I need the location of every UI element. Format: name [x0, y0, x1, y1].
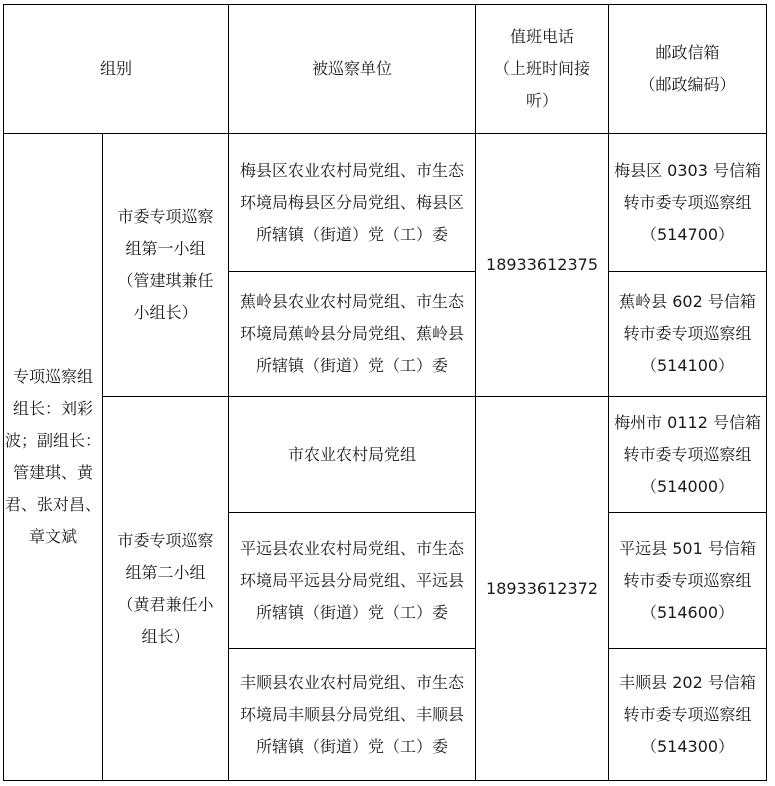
leader-cell: [4, 134, 103, 781]
phone-cell: [476, 397, 609, 781]
header-phone-line: （上班时间接: [494, 59, 591, 78]
group-name-line: 组第一小组: [125, 239, 206, 258]
leader-line: 君、张对昌、: [4, 495, 101, 514]
group-name-line: 市委专项巡察: [117, 530, 214, 550]
table-row: [4, 397, 767, 513]
leader-line: 管建琪、黄: [12, 463, 93, 482]
phone-cell: [476, 134, 609, 397]
postal-line: 转市委专项巡察组: [623, 444, 752, 464]
postal-line: 梅州市 0112 号信箱: [614, 412, 761, 432]
unit-line: 环境局蕉岭县分局党组、蕉岭县: [240, 324, 465, 343]
unit-line: 所辖镇（街道）党（工）委: [256, 356, 449, 375]
leader-line: 组长：刘彩: [12, 399, 93, 418]
postal-cell: [609, 134, 767, 272]
header-unit-label: 被巡察单位: [312, 59, 393, 78]
phone-number: 18933612372: [486, 578, 598, 598]
postal-line: （514100）: [640, 356, 735, 375]
unit-cell: [229, 272, 476, 397]
postal-line: （514700）: [640, 224, 735, 244]
header-row: [4, 5, 767, 134]
group-name-line: 市委专项巡察: [117, 207, 214, 226]
leader-line: 章文斌: [28, 527, 77, 546]
postal-line: （514000）: [640, 476, 735, 496]
postal-line: （514300）: [640, 736, 735, 756]
group-name-line: 组第二小组: [125, 562, 206, 582]
header-unit: [229, 5, 476, 134]
header-group-label: 组别: [100, 59, 133, 78]
leader-line: 波；副组长：: [4, 431, 101, 450]
header-phone-line: 听）: [526, 91, 559, 110]
postal-cell: [609, 649, 767, 781]
unit-line: 所辖镇（街道）党（工）委: [256, 602, 449, 622]
unit-line: 环境局平远县分局党组、平远县: [240, 570, 465, 590]
header-postal-line: （邮政编码）: [639, 75, 736, 94]
unit-cell: [229, 649, 476, 781]
header-phone: [476, 5, 609, 134]
unit-line: 蕉岭县农业农村局党组、市生态: [240, 292, 465, 311]
group-name-line: （黄君兼任小: [117, 594, 214, 614]
unit-line: 市农业农村局党组: [288, 444, 417, 464]
header-phone-line: 值班电话: [510, 27, 575, 46]
postal-line: 转市委专项巡察组: [623, 704, 752, 724]
postal-line: 转市委专项巡察组: [623, 324, 752, 343]
postal-line: 转市委专项巡察组: [623, 570, 752, 590]
unit-cell: [229, 397, 476, 513]
header-group: [4, 5, 229, 134]
postal-line: （514600）: [640, 602, 735, 622]
postal-cell: [609, 397, 767, 513]
unit-line: 平远县农业农村局党组、市生态: [240, 538, 465, 558]
header-postal-line: 邮政信箱: [655, 43, 720, 62]
leader-line: 专项巡察组: [12, 367, 93, 386]
phone-number: 18933612375: [486, 255, 598, 274]
postal-line: 平远县 501 号信箱: [619, 538, 756, 558]
unit-line: 环境局梅县区分局党组、梅县区: [240, 192, 465, 212]
postal-line: 梅县区 0303 号信箱: [614, 160, 761, 180]
unit-line: 环境局丰顺县分局党组、丰顺县: [240, 704, 465, 724]
unit-line: 丰顺县农业农村局党组、市生态: [240, 672, 465, 692]
unit-cell: [229, 134, 476, 272]
header-postal: [609, 5, 767, 134]
postal-cell: [609, 272, 767, 397]
group-name-cell: [103, 134, 229, 397]
unit-line: 所辖镇（街道）党（工）委: [256, 736, 449, 756]
group-name-line: （管建琪兼任: [117, 271, 214, 290]
group-name-line: 小组长）: [133, 303, 198, 322]
postal-line: 转市委专项巡察组: [623, 192, 752, 212]
postal-cell: [609, 513, 767, 649]
unit-line: 所辖镇（街道）党（工）委: [256, 224, 449, 244]
postal-line: 蕉岭县 602 号信箱: [619, 292, 756, 311]
unit-cell: [229, 513, 476, 649]
unit-line: 梅县区农业农村局党组、市生态: [240, 160, 465, 180]
group-name-cell: [103, 397, 229, 781]
group-name-line: 组长）: [141, 626, 190, 646]
table-row: [4, 134, 767, 272]
inspection-group-table: [3, 4, 767, 781]
postal-line: 丰顺县 202 号信箱: [619, 672, 756, 692]
